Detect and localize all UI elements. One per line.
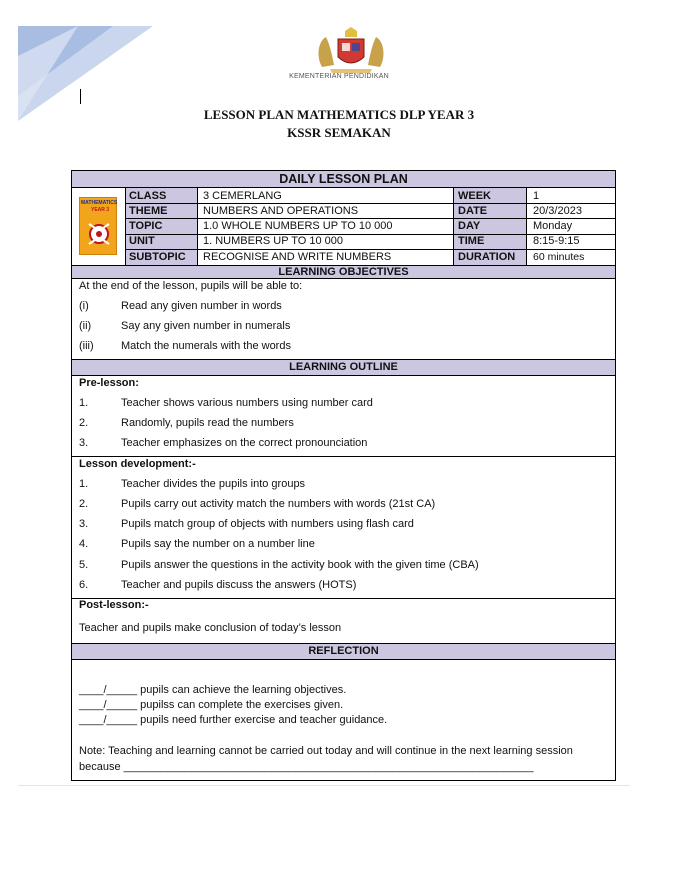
reflection-note-because: because ___________________________________________________________________ [79,761,534,773]
unit-label: UNIT [129,235,155,247]
reflection-heading: REFLECTION [72,643,615,660]
topic-value: 1.0 WHOLE NUMBERS UP TO 10 000 [203,220,393,232]
pre-lesson-num: 1. [79,397,89,409]
textbook-cover-image [79,197,117,255]
class-label: CLASS [129,190,167,202]
ministry-name: KEMENTERIAN PENDIDIKAN [289,73,389,80]
lesson-plan-table [71,170,616,781]
development-item: Pupils say the number on a number line [121,538,315,550]
theme-label: THEME [129,205,168,217]
page-title: LESSON PLAN MATHEMATICS DLP YEAR 3 [203,107,475,122]
subtopic-value: RECOGNISE AND WRITE NUMBERS [203,251,392,263]
day-value: Monday [533,220,573,232]
pre-lesson-item: Randomly, pupils read the numbers [121,417,294,429]
development-item: Teacher and pupils discuss the answers (HOTS) [121,579,357,591]
development-item: Teacher divides the pupils into groups [121,478,306,490]
page-bottom-divider [18,785,630,786]
development-item: Pupils carry out activity match the numbers with words (21st CA) [121,498,436,510]
development-item: Pupils match group of objects with numbers using flash card [121,518,414,530]
post-lesson-label: Post-lesson:- [79,599,149,611]
pre-lesson-item: Teacher shows various numbers using number card [121,397,373,409]
lesson-info-grid [72,188,615,266]
theme-value: NUMBERS AND OPERATIONS [203,205,359,217]
pre-lesson-label: Pre-lesson: [79,377,139,389]
development-num: 3. [79,518,89,530]
pre-lesson-num: 2. [79,417,89,429]
class-value: 3 CEMERLANG [203,190,282,202]
day-label: DAY [458,220,481,232]
date-label: DATE [458,205,488,217]
pre-lesson-item: Teacher emphasizes on the correct pronounciation [121,437,368,449]
book-title: MATHEMATICS [81,200,118,206]
reflection-note: Note: Teaching and learning cannot be carried out today and will continue in the next learning session [79,745,573,757]
post-lesson-text: Teacher and pupils make conclusion of today’s lesson [79,622,342,634]
text-cursor [80,89,81,104]
time-label: TIME [458,235,485,247]
objective-text: Match the numerals with the words [121,340,291,352]
date-value: 20/3/2023 [533,205,582,217]
daily-lesson-plan-heading: DAILY LESSON PLAN [72,171,615,188]
development-num: 5. [79,559,89,571]
week-value: 1 [533,190,540,202]
page-subtitle: KSSR SEMAKAN [287,125,391,140]
reflection-line: ____/_____ pupilss can complete the exercises given. [79,699,344,711]
objective-text: Read any given number in words [121,300,282,312]
book-cover-art [85,218,113,250]
objective-num: (ii) [79,320,92,332]
topic-label: TOPIC [129,220,163,232]
development-num: 1. [79,478,89,490]
book-year: YEAR 3 [91,207,110,213]
objective-text: Say any given number in numerals [121,320,291,332]
time-value: 8:15-9:15 [533,235,580,247]
learning-outline-heading: LEARNING OUTLINE [72,359,615,376]
objective-num: (iii) [79,340,94,352]
objectives-intro: At the end of the lesson, pupils will be able to: [79,280,303,292]
reflection-line: ____/_____ pupils can achieve the learning objectives. [79,684,347,696]
development-num: 6. [79,579,89,591]
reflection-line: ____/_____ pupils need further exercise and teacher guidance. [79,714,388,726]
lesson-development-label: Lesson development:- [79,458,196,470]
unit-value: 1. NUMBERS UP TO 10 000 [203,235,344,247]
duration-label: DURATION [458,251,516,263]
duration-value: 60 minutes [533,251,585,263]
development-num: 4. [79,538,89,550]
objective-num: (i) [79,300,89,312]
week-label: WEEK [458,190,491,202]
learning-objectives-heading: LEARNING OBJECTIVES [72,265,615,279]
development-item: Pupils answer the questions in the activity book with the given time (CBA) [121,559,479,571]
pre-lesson-num: 3. [79,437,89,449]
development-num: 2. [79,498,89,510]
ministry-crest-logo [312,27,390,75]
subtopic-label: SUBTOPIC [129,251,186,263]
